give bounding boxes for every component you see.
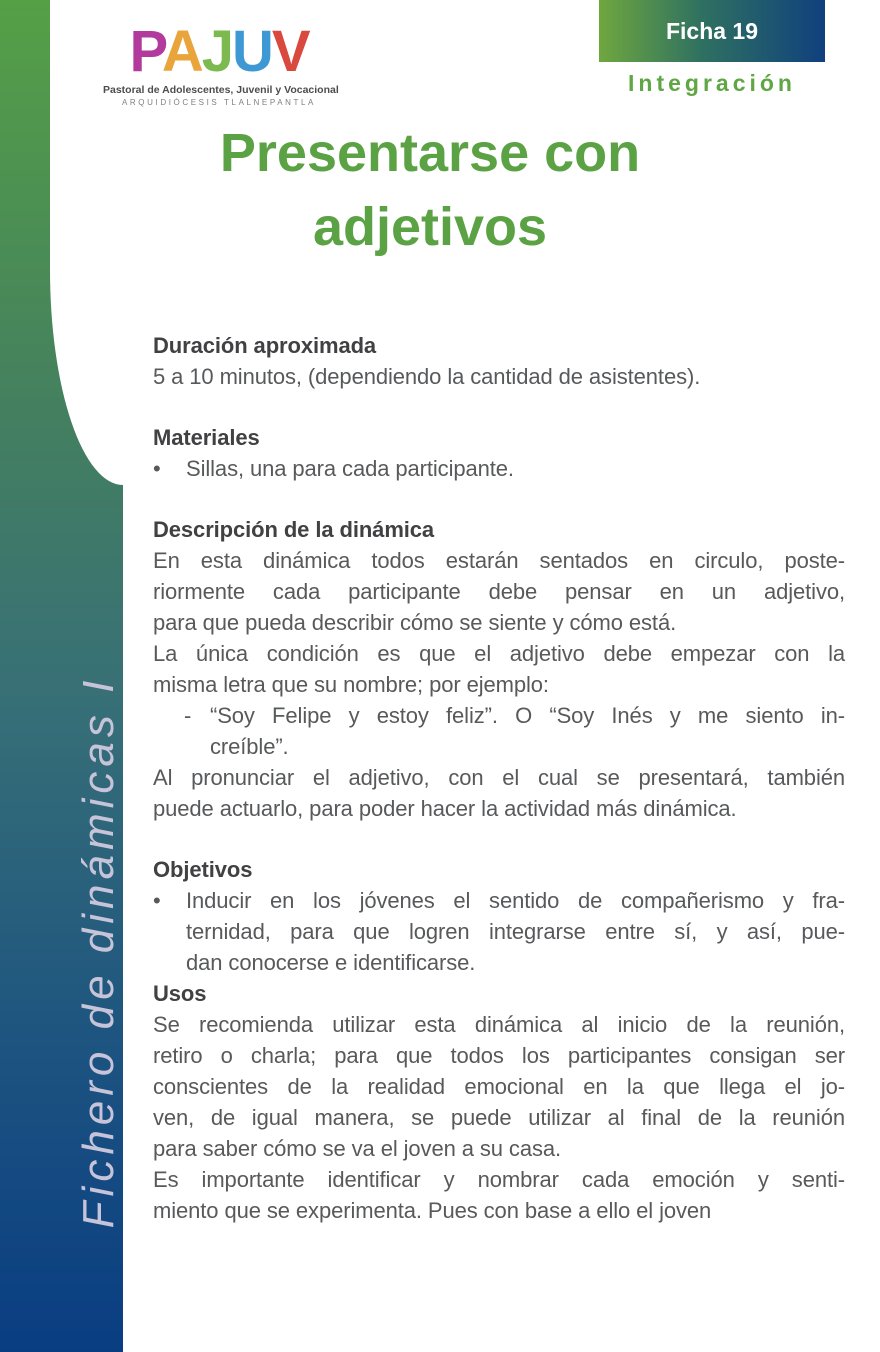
text-line: Es importante identificar y nombrar cada emoción y senti- — [153, 1167, 845, 1192]
paragraph-lines — [153, 1009, 845, 1164]
page-title-line2: adjetivos — [312, 197, 548, 257]
pajuv-logo — [103, 19, 339, 107]
paragraph-lines — [153, 1164, 845, 1226]
section-gap — [153, 392, 845, 422]
paragraph — [153, 361, 845, 392]
section-gap — [153, 824, 845, 854]
text-line: Inducir en los jóvenes el sentido de compañerismo y fra- — [186, 888, 845, 913]
text-line: retiro o charla; para que todos los participantes consigan ser — [153, 1043, 845, 1068]
text-line: Al pronunciar el adjetivo, con el cual se presentará, también — [153, 765, 845, 790]
paragraph-lines — [153, 762, 845, 824]
section-gap — [153, 484, 845, 514]
section-heading: Objetivos — [153, 857, 253, 882]
paragraph-lines — [186, 885, 845, 978]
paragraph-lines — [186, 453, 845, 484]
list-item — [153, 700, 845, 762]
logo-subtitle: Pastoral de Adolescentes, Juvenil y Vocacional — [103, 83, 339, 96]
pajuv-logo-word — [103, 19, 335, 84]
text-line: creíble”. — [210, 734, 289, 759]
paragraph-lines — [153, 361, 845, 392]
logo-letter: J — [201, 19, 232, 84]
logo-letter: V — [271, 19, 309, 84]
text-line: para saber cómo se va el joven a su casa. — [153, 1136, 562, 1161]
text-line: “Soy Felipe y estoy feliz”. O “Soy Inés y me siento in- — [210, 703, 845, 728]
text-line: miento que se experimenta. Pues con base a ello el joven — [153, 1198, 712, 1223]
paragraph — [153, 545, 845, 638]
text-line: dan conocerse e identificarse. — [186, 950, 476, 975]
logo-letter: A — [161, 19, 202, 84]
content-blocks — [153, 330, 845, 1226]
section-heading: Materiales — [153, 425, 260, 450]
sidebar-vertical-label: Fichero de dinámicas I — [74, 675, 123, 1229]
section-heading: Descripción de la dinámica — [153, 517, 435, 542]
logo-letter: U — [231, 19, 272, 84]
paragraph — [153, 1164, 845, 1226]
logo-letter: P — [129, 19, 162, 84]
section-heading: Duración aproximada — [153, 333, 377, 358]
list-marker: • — [153, 456, 161, 481]
paragraph-lines — [153, 638, 845, 700]
paragraph — [153, 762, 845, 824]
text-line: para que pueda describir cómo se siente y cómo está. — [153, 610, 677, 635]
section-heading: Usos — [153, 981, 207, 1006]
text-line: ven, de igual manera, se puede utilizar al final de la reunión — [153, 1105, 845, 1130]
page-title-line1: Presentarse con — [219, 123, 641, 183]
ficha-banner — [599, 0, 825, 62]
page-title — [130, 116, 730, 264]
text-line: ternidad, para que logren integrarse entre sí, y así, pue- — [186, 919, 845, 944]
logo-archdiocese: ARQUIDIÓCESIS TLALNEPANTLA — [121, 97, 316, 107]
list-marker: - — [184, 703, 192, 728]
text-line: conscientes de la realidad emocional en la que llega el jo- — [153, 1074, 845, 1099]
paragraph — [153, 1009, 845, 1164]
text-line: Se recomienda utilizar esta dinámica al inicio de la reunión, — [153, 1012, 845, 1037]
paragraph — [153, 638, 845, 700]
paragraph-lines — [210, 700, 845, 762]
text-line: Sillas, una para cada participante. — [186, 456, 514, 481]
ficha-number-label: Ficha 19 — [665, 17, 759, 44]
category-label: Integración — [628, 70, 796, 96]
paragraph-lines — [153, 545, 845, 638]
text-line: puede actuarlo, para poder hacer la actividad más dinámica. — [153, 796, 737, 821]
text-line: misma letra que su nombre; por ejemplo: — [153, 672, 549, 697]
text-line: En esta dinámica todos estarán sentados en circulo, poste- — [153, 548, 845, 573]
text-line: La única condición es que el adjetivo debe empezar con la — [153, 641, 845, 666]
text-line: riormente cada participante debe pensar en un adjetivo, — [153, 579, 845, 604]
text-line: 5 a 10 minutos, (dependiendo la cantidad de asistentes). — [153, 364, 701, 389]
list-item — [153, 885, 845, 978]
list-marker: • — [153, 888, 161, 913]
list-item — [153, 453, 845, 484]
